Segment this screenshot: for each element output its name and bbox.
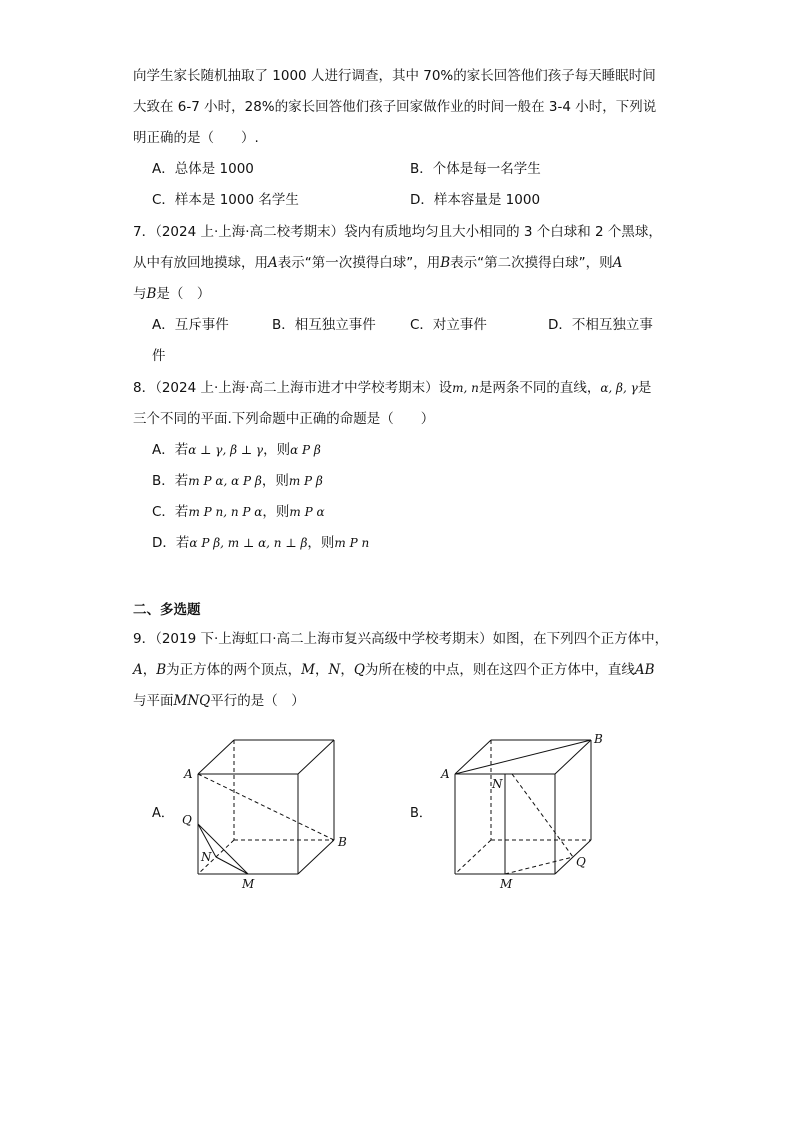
label-m: M (242, 877, 255, 891)
q8-math: m P α (289, 505, 325, 519)
q9-stem-line2 (133, 660, 655, 680)
q7-stem-line1: 7．（2024 上·上海·高二校考期末）袋内有质地均匀且大小相同的 3 个白球和 2 个黑球， (133, 224, 662, 240)
q7-var-a: A (612, 255, 623, 271)
q9-text: ， (142, 662, 157, 678)
q8-text: C．若 (152, 504, 189, 520)
q6-stem-line3: 明正确的是（ ）. (133, 130, 259, 146)
q7-option-d-wrap: 件 (152, 348, 166, 364)
q8-text: ，则 (307, 535, 335, 551)
q9-stem-line1: 9．（2019 下·上海虹口·高二上海市复兴高级中学校考期末）如图，在下列四个正方体中， (133, 631, 669, 647)
edge (198, 740, 234, 774)
edge (298, 840, 334, 874)
q9-text: ， (340, 662, 354, 678)
edge (455, 740, 491, 774)
q8-stem-line1 (133, 378, 651, 398)
q7-var-b: B (440, 255, 451, 271)
edge (298, 740, 334, 774)
q9-var: MNQ (173, 693, 211, 709)
q8-math: α ⊥ γ, β ⊥ γ (188, 443, 264, 457)
q8-text: B．若 (152, 473, 189, 489)
q8-math: m P n, n P α (188, 505, 263, 519)
q8-math: α P β (290, 443, 321, 457)
line-nm (216, 857, 248, 874)
q8-text: 是 (637, 380, 652, 396)
q8-text: 8．（2024 上·上海·高二上海市进才中学校考期末）设 (133, 380, 453, 396)
q8-option-b (152, 471, 323, 491)
q9-text: ， (315, 662, 329, 678)
label-n: N (492, 777, 503, 791)
q9-var: M (301, 662, 315, 678)
label-m: M (500, 877, 513, 891)
q7-text: 与 (133, 286, 147, 302)
q8-text: ，则 (261, 473, 289, 489)
q9-var: A (133, 662, 143, 678)
q8-option-d (152, 533, 369, 553)
q7-option-a: A．互斥事件 (152, 317, 229, 333)
q8-math: m P β (288, 474, 323, 488)
label-a: A (184, 767, 193, 781)
q8-option-a (152, 440, 321, 460)
q8-stem-line2: 三个不同的平面.下列命题中正确的命题是（ ） (133, 411, 435, 427)
q6-option-b: B．个体是每一名学生 (410, 161, 541, 177)
q8-math-planes: α, β, γ (600, 381, 638, 395)
q7-stem-line2 (133, 253, 622, 273)
label-q: Q (576, 855, 586, 869)
q8-text: 是两条不同的直线， (478, 380, 601, 396)
q7-text: 表示“第二次摸得白球”，则 (450, 255, 613, 271)
q7-text: 是（ ） (156, 286, 211, 302)
section-heading: 二、多选题 (133, 602, 201, 618)
q7-option-b: B．相互独立事件 (272, 317, 376, 333)
cube-figure-b (430, 730, 630, 895)
label-b: B (338, 835, 347, 849)
q9-var: AB (634, 662, 655, 678)
q7-var-b: B (146, 286, 157, 302)
q6-stem-line2: 大致在 6-7 小时，28%的家长回答他们孩子回家做作业的时间一般在 3-4 小时，下列说 (133, 99, 657, 115)
q7-var-a: A (268, 255, 278, 271)
q7-text: 从中有放回地摸球，用 (133, 255, 268, 271)
label-a: A (441, 767, 450, 781)
q9-stem-line3 (133, 691, 305, 711)
q7-stem-line3 (133, 284, 210, 304)
q7-option-c: C．对立事件 (410, 317, 487, 333)
q6-stem-line1: 向学生家长随机抽取了 1000 人进行调查，其中 70%的家长回答他们孩子每天睡眠时间 (133, 68, 656, 84)
q8-math-mn: m, n (452, 381, 479, 395)
q7-option-d: D．不相互独立事 (548, 317, 653, 333)
q9-var: B (156, 662, 167, 678)
label-n: N (201, 850, 212, 864)
label-b: B (594, 732, 603, 746)
hidden-edge (455, 840, 491, 874)
figure-a-option-label: A． (152, 806, 174, 821)
q8-text: A．若 (152, 442, 189, 458)
line-ab (455, 740, 591, 774)
q7-text: 表示“第一次摸得白球”，用 (277, 255, 441, 271)
q8-math: m P α, α P β (188, 474, 262, 488)
q8-text: ，则 (263, 442, 291, 458)
q8-math: m P n (334, 536, 370, 550)
q9-text: 为所在棱的中点，则在这四个正方体中，直线 (364, 662, 635, 678)
q8-text: D．若 (152, 535, 190, 551)
line-nq (512, 774, 573, 857)
q6-option-a: A．总体是 1000 (152, 161, 254, 177)
q6-option-d: D．样本容量是 1000 (410, 192, 541, 208)
line-mq (505, 857, 573, 874)
q9-var: N (328, 662, 341, 678)
figure-b-option-label: B． (410, 806, 432, 821)
q8-math: α P β, m ⊥ α, n ⊥ β (189, 536, 308, 550)
label-q: Q (182, 813, 192, 827)
line-ab (198, 774, 334, 840)
edge (555, 740, 591, 774)
q9-text: 与平面 (133, 693, 174, 709)
cube-figure-a (170, 730, 370, 895)
q8-text: ，则 (262, 504, 290, 520)
q9-text: 平行的是（ ） (210, 693, 305, 709)
q6-option-c: C．样本是 1000 名学生 (152, 192, 299, 208)
q9-var: Q (353, 662, 365, 678)
q8-option-c (152, 502, 325, 522)
q9-text: 为正方体的两个顶点， (166, 662, 302, 678)
